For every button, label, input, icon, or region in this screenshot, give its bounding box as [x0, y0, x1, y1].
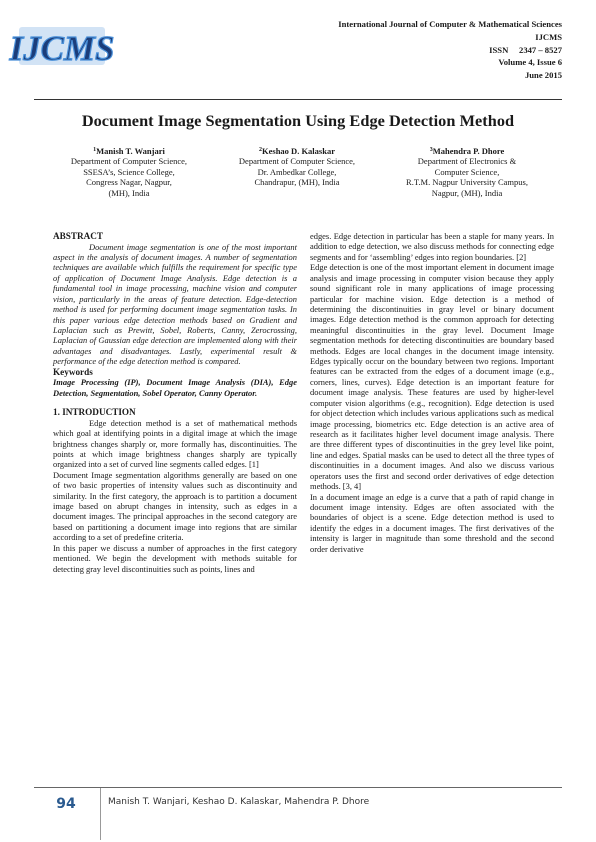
author-1-aff-line: SSESA’s, Science College, [83, 166, 175, 177]
page-number: 94 [56, 796, 76, 812]
journal-issn: ISSN 2347 – 8527 [489, 44, 562, 55]
author-2-aff-line: Department of Computer Science, [238, 156, 356, 167]
journal-logo [9, 20, 115, 72]
intro-heading: 1. INTRODUCTION [53, 407, 136, 418]
journal-info [338, 18, 562, 82]
author-3-number: 3 [429, 147, 433, 153]
footer-rule [34, 787, 562, 788]
journal-name: International Journal of Computer & Mathematical Sciences [338, 19, 562, 29]
journal-abbrev: IJCMS [535, 31, 562, 42]
author-2-name: Keshao D. Kalaskar [262, 146, 335, 156]
abstract-heading: ABSTRACT [53, 231, 104, 241]
author-2-aff-line: Dr. Ambedkar College, [257, 166, 337, 177]
paper-title: Document Image Segmentation Using Edge Detection Method [81, 111, 515, 130]
author-3 [382, 146, 552, 198]
footer-divider [100, 788, 101, 840]
abstract-text: Document image segmentation is one of the most important aspect in the analysis of document images. A number of segmentation techniques are available which fulfills the requirement for specific type of application of Document Image Analysis. Edge detection is a fundamental tool in image processing, machine vision and computer vision, particularly in the areas of feature detection. Edge-detection method is used for performing document image segmentation tasks. In this paper various edge detection methods based on Gradient and Laplacian such as Prewitt, Sobel, Roberts, Canny, Zerocrossing, Laplacian of Gaussian edge detection are implemented along with their advantages and disadvantages. Lastly, experimental result & performance of the edge detection method is compared. [53, 241, 297, 367]
body-paragraph: In a document image an edge is a curve that a path of rapid change in document image intensity. Edges are often associated with the boundaries of object is a scene. Edge detection method is used to identify the edges in a document images. The first derivatives of the intensity is larger in magnitude than some threshold and the second order derivative [310, 491, 554, 554]
journal-date: June 2015 [524, 70, 562, 81]
author-1-aff-line: (MH), India [108, 187, 150, 198]
author-3-aff-line: Department of Electronics & [417, 156, 517, 167]
intro-paragraph: Edge detection method is a set of mathematical methods which goal at identifying points in a digital image at which the image brightness changes sharply or, more formally has, discontinuities. The points at which image brightness changes sharply are typically organized into a set of curved line segments called edges. [1] [53, 417, 297, 470]
author-1 [44, 146, 214, 198]
author-1-number: 1 [93, 147, 97, 153]
intro-paragraph: In this paper we discuss a number of approaches in the first category mentioned. We begin the development with methods suitable for detecting gray level discontinuities such as points, lines and [53, 542, 297, 574]
author-2-aff-line: Chandrapur, (MH), India [254, 177, 340, 188]
left-column [53, 231, 297, 574]
body-paragraph: Edge detection is one of the most important element in document image analysis and image processing in computer vision because they apply sound significant role in many applications of image processing particular for machine vision. Edge detection is a method of determining the discontinuities in gray level or binary document images. Edge detection method is the common approach for detecting meaningful discontinuities in the gray level. Document Image segmentation methods for detecting discontinuities are boundary based methods. Edges are local changes in the document image intensity. Edges typically occur on the boundary between two regions. Important features can be extracted from the edges of a document image (e.g., corners, lines, curves). Edge detection is an important feature for document image analysis. These features are used by higher-level computer vision algorithms (e.g., recognition). Edge detection is used for object detection which includes various applications such as medical image processing, biometrics etc. Edge detection is an active area of research as it facilitates higher level document image analysis. There are three different types of discontinuities in the grey level like point, line and edges. Spatial masks can be used to detect all the three types of discontinuities in a document images. And also we discuss various operators uses the first and second order derivatives of edge detection methods. [3, 4] [310, 262, 554, 492]
footer-authors: Manish T. Wanjari, Keshao D. Kalaskar, Mahendra P. Dhore [108, 797, 370, 807]
right-column [310, 231, 554, 554]
author-1-name: Manish T. Wanjari [96, 146, 165, 156]
keywords-text: Image Processing (IP), Document Image Analysis (DIA), Edge Detection, Segmentation, Sobel Operator, Canny Operator. [53, 377, 297, 398]
body-paragraph: edges. Edge detection in particular has been a staple for many years. In addition to edge detection, we also discuss methods for connecting edge segments and for ‘assembling’ edges into region boundaries. [2] [310, 231, 554, 262]
header-rule [34, 99, 562, 100]
author-3-name: Mahendra P. Dhore [432, 146, 505, 156]
author-1-aff-line: Congress Nagar, Nagpur, [86, 177, 172, 188]
author-3-aff-line: R.T.M. Nagpur University Campus, [406, 177, 528, 188]
journal-volume: Volume 4, Issue 6 [498, 57, 562, 68]
keywords-heading: Keywords [53, 366, 93, 377]
author-3-aff-line: Computer Science, [434, 166, 500, 177]
author-1-aff-line: Department of Computer Science, [70, 156, 188, 167]
author-2 [212, 146, 382, 188]
intro-paragraph: Document Image segmentation algorithms generally are based on one of two basic properties of intensity values such as discontinuity and similarity. In the first category, the approach is to partition a document image based on abrupt changes in intensity, such as edges in a document images. The principal approaches in the second category are based on partitioning a document image into regions that are similar according to a set of predefine criteria. [53, 469, 297, 543]
author-3-aff-line: Nagpur, (MH), India [431, 187, 503, 198]
svg-text:IJCMS: IJCMS [9, 29, 115, 68]
author-2-number: 2 [259, 147, 263, 153]
